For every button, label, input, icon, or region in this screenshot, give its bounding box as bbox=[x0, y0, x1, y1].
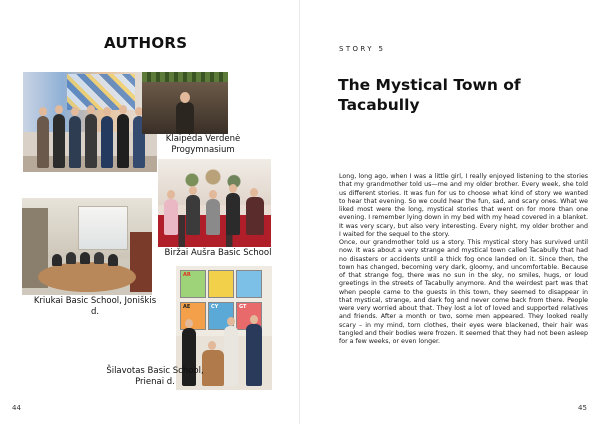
story-paragraph-1: Long, long ago, when I was a little girl, I really enjoyed listening to the stories that my grandmother told us—me and my older brother. Every week, she told us different stories. It was fun for us to choose what kind of story we wanted to hear that evening. So we could hear the fun, sad, and scary ones. What we liked most were the long, mystical stories that went on for more than one evening. I remember lying down in my bed with my head covered in a blanket. It was very scary, but also very interesting. Every night, my older brother and I waited for the sequel to the story. bbox=[339, 173, 588, 238]
story-title: The Mystical Town of Tacabully bbox=[338, 76, 521, 114]
caption-klaipeda: Klaipėda Verdenė Progymnasium bbox=[165, 134, 241, 155]
poster-4: AE bbox=[180, 302, 206, 330]
page-number-left: 44 bbox=[12, 404, 21, 412]
story-body bbox=[339, 173, 588, 346]
photo-klaipeda-group bbox=[23, 72, 157, 172]
story-paragraph-2: Once, our grandmother told us a story. This mystical story has survived until now. It was about a very strange and mystical town called Tacabully that had no disasters or accidents until a thick fog once landed on it. Since then, the town has changed, becoming very dark, gloomy, and uncomfortable. Because of that strange fog, there was no sun in the sky, no smiles, hugs, or loud greetings in the streets of Tacabully anymore. And the weirdest part was that when people came to the guests in this town, they seemed to disappear in that mystical, strange, and dark fog and never come back from there. People were very worried about that. They lost a lot of loved and supported relatives and friends. After a month or two, some men appeared. They looked really scary – in my mind, torn clothes, their eyes were blackened, their hair was tangled and their bodies were frozen. It seemed that they had not been asleep for a few weeks, or even longer. bbox=[339, 239, 589, 345]
caption-silavotas: Šilavotas Basic School, Prienai d. bbox=[106, 366, 204, 387]
photo-birzai-group bbox=[158, 159, 271, 247]
caption-kriukai: Kriukai Basic School, Joniškis d. bbox=[33, 296, 157, 317]
photo-kriukai-classroom bbox=[22, 198, 152, 295]
poster-6: GT bbox=[236, 302, 262, 330]
photo-klaipeda-teacher bbox=[142, 72, 228, 134]
poster-1: AR bbox=[180, 270, 206, 298]
caption-birzai: Biržai Aušra Basic School bbox=[164, 248, 272, 258]
poster-2 bbox=[208, 270, 234, 298]
story-label: STORY 5 bbox=[339, 45, 386, 53]
page-number-right: 45 bbox=[578, 404, 587, 412]
poster-5: CY bbox=[208, 302, 234, 330]
authors-heading: AUTHORS bbox=[104, 34, 188, 52]
poster-3 bbox=[236, 270, 262, 298]
